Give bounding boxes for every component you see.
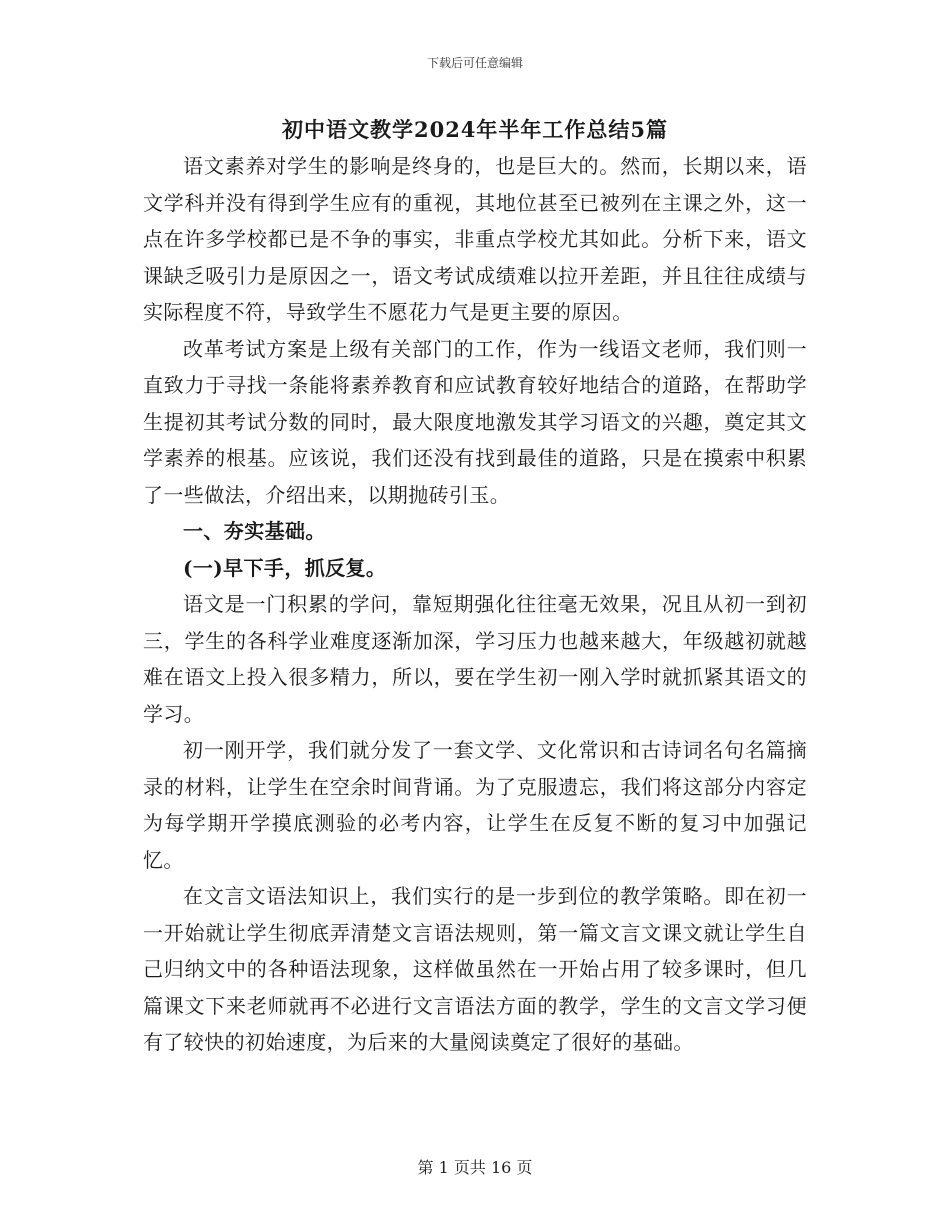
document-body bbox=[143, 148, 807, 1061]
paragraph-reform: 改革考试方案是上级有关部门的工作，作为一线语文老师，我们则一直致力于寻找一条能将素养教育和应试教育较好地结合的道路，在帮助学生提初其考试分数的同时，最大限度地激发其学习语文的兴趣，奠定其文学素养的根基。应该说，我们还没有找到最佳的道路，只是在摸索中积累了一些做法，介绍出来，以期抛砖引玉。 bbox=[143, 336, 807, 507]
subsection-heading: (一)早下手，抓反复。 bbox=[183, 555, 387, 580]
page-footer: 第 1 页共 16 页 bbox=[417, 1158, 533, 1177]
paragraph-intro: 语文素养对学生的影响是终身的，也是巨大的。然而，长期以来，语文学科并没有得到学生应有的重视，其地位甚至已被列在主课之外，这一点在许多学校都已是不争的事实，非重点学校尤其如此。分析下来，语文课缺乏吸引力是原因之一，语文考试成绩难以拉开差距，并且往往成绩与实际程度不符，导致学生不愿花力气是更主要的原因。 bbox=[143, 154, 807, 324]
section-heading: 一、夯实基础。 bbox=[183, 519, 326, 543]
header-note: 下载后可任意编辑 bbox=[426, 56, 523, 70]
paragraph-materials: 初一刚开学，我们就分发了一套文学、文化常识和古诗词名句名篇摘录的材料，让学生在空余时间背诵。为了克服遗忘，我们将这部分内容定为每学期开学摸底测验的必考内容，让学生在反复不断的复习中加强记忆。 bbox=[143, 738, 807, 872]
document-title: 初中语文教学2024年半年工作总结5篇 bbox=[281, 117, 669, 142]
paragraph-classical-grammar: 在文言文语法知识上，我们实行的是一步到位的教学策略。即在初一一开始就让学生彻底弄清楚文言语法规则，第一篇文言文课文就让学生自己归纳文中的各种语法现象，这样做虽然在一开始占用了较多课时，但几篇课文下来老师就再不必进行文言语法方面的教学，学生的文言文学习便有了较快的初始速度，为后来的大量阅读奠定了很好的基础。 bbox=[143, 884, 807, 1054]
paragraph-accumulation: 语文是一门积累的学问，靠短期强化往往毫无效果，况且从初一到初三，学生的各科学业难度逐渐加深，学习压力也越来越大，年级越初就越难在语文上投入很多精力，所以，要在学生初一刚入学时就抓紧其语文的学习。 bbox=[143, 592, 807, 726]
